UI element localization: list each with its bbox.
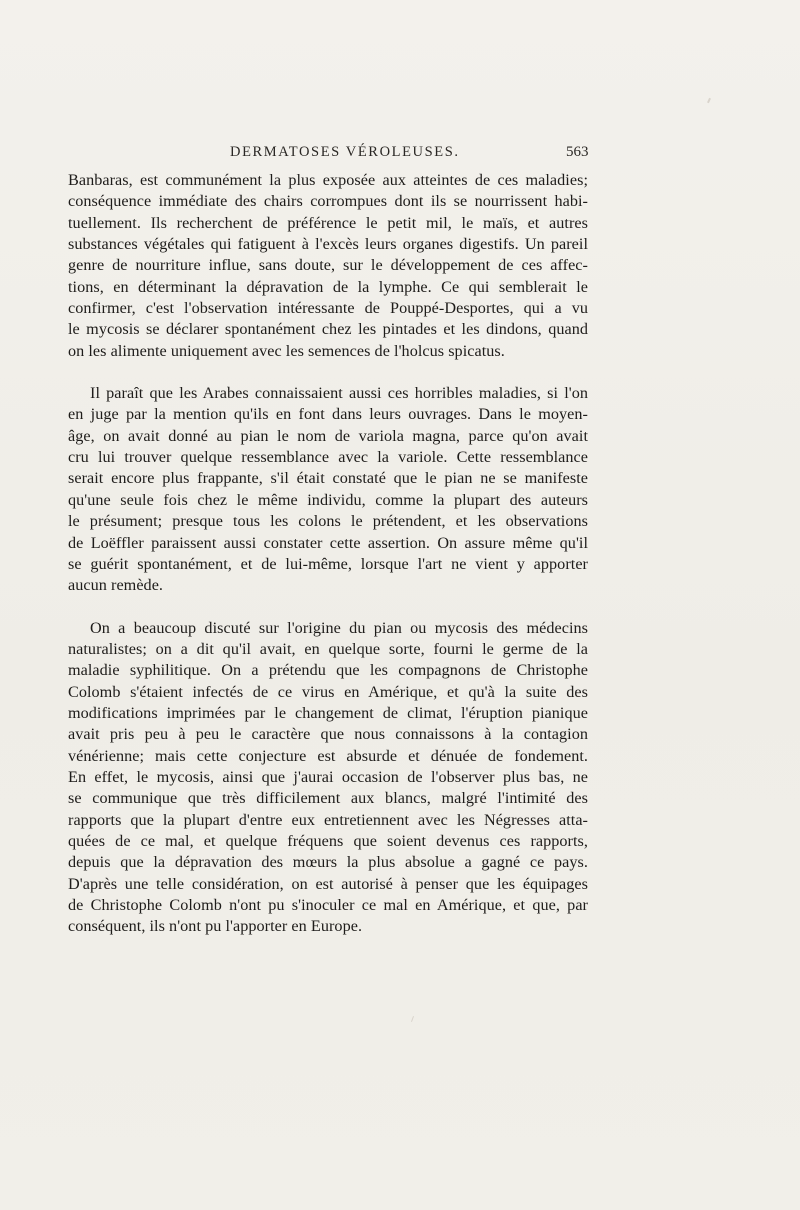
text-line: tuellement. Ils recherchent de préférence le petit mil, le maïs, et autres xyxy=(68,213,588,232)
text-line: en juge par la mention qu'ils en font dans leurs ouvrages. Dans le moyen- xyxy=(68,405,588,424)
text-line: En effet, le mycosis, ainsi que j'aurai occasion de l'observer plus bas, ne xyxy=(68,767,588,786)
text-line: maladie syphilitique. On a prétendu que les compagnons de Christophe xyxy=(68,661,588,680)
text-line: le présument; presque tous les colons le prétendent, et les observations xyxy=(68,512,588,531)
text-line: qu'une seule fois chez le même individu, comme la plupart des auteurs xyxy=(68,490,588,509)
text-line: rapports que la plupart d'entre eux entretiennent avec les Négresses atta- xyxy=(68,810,588,829)
text-line: serait encore plus frappante, s'il était constaté que le pian ne se manifeste xyxy=(68,469,588,488)
text-line: conséquent, ils n'ont pu l'apporter en Europe. xyxy=(68,917,363,936)
text-line: on les alimente uniquement avec les semences de l'holcus spicatus. xyxy=(68,341,505,360)
text-line: substances végétales qui fatiguent à l'excès leurs organes digestifs. Un pareil xyxy=(68,235,588,254)
text-line: se communique que très difficilement aux blancs, malgré l'intimité des xyxy=(68,789,588,808)
text-line: quées de ce mal, et quelque fréquens que soient devenus ces rapports, xyxy=(68,831,588,850)
text-line: confirmer, c'est l'observation intéressante de Pouppé-Desportes, qui a vu xyxy=(68,299,588,318)
text-line: vénérienne; mais cette conjecture est absurde et dénuée de fondement. xyxy=(68,746,588,765)
paragraph xyxy=(68,170,588,362)
text-line: modifications imprimées par le changement de climat, l'éruption pianique xyxy=(68,703,588,722)
text-line: avait pris peu à peu le caractère que nous connaissons à la contagion xyxy=(68,725,588,744)
text-line: âge, on avait donné au pian le nom de variola magna, parce qu'on avait xyxy=(68,426,588,445)
text-line: depuis que la dépravation des mœurs la plus absolue a gagné ce pays. xyxy=(68,853,588,872)
text-line: de Christophe Colomb n'ont pu s'inoculer ce mal en Amérique, et que, par xyxy=(68,896,588,914)
text-line: genre de nourriture influe, sans doute, sur le développement de ces affec- xyxy=(68,256,588,275)
page-number: 563 xyxy=(566,144,589,160)
paper-speck xyxy=(707,98,711,103)
text-line: Il paraît que les Arabes connaissaient aussi ces horribles maladies, si l'on xyxy=(90,384,588,403)
paragraph xyxy=(68,618,588,938)
text-line: conséquence immédiate des chairs corrompues dont ils se nourrissent habi- xyxy=(68,192,588,211)
text-line: D'après une telle considération, on est autorisé à penser que les équipages xyxy=(68,874,588,893)
page-header xyxy=(0,144,800,166)
text-line: tions, en déterminant la dépravation de la lymphe. Ce qui semblerait le xyxy=(68,277,588,296)
text-line: cru lui trouver quelque ressemblance avec la variole. Cette ressemblance xyxy=(68,448,588,467)
text-line: Colomb s'étaient infectés de ce virus en Amérique, et qu'à la suite des xyxy=(68,682,588,701)
text-line: On a beaucoup discuté sur l'origine du pian ou mycosis des médecins xyxy=(90,618,588,637)
body-text xyxy=(68,170,588,938)
text-line: aucun remède. xyxy=(68,576,164,595)
text-line: se guérit spontanément, et de lui-même, lorsque l'art ne vient y apporter xyxy=(68,554,588,573)
text-line: de Loëffler paraissent aussi constater cette assertion. On assure même qu'il xyxy=(68,533,588,552)
text-line: naturalistes; on a dit qu'il avait, en quelque sorte, fourni le germe de la xyxy=(68,639,588,658)
text-line: Banbaras, est communément la plus exposée aux atteintes de ces maladies; xyxy=(68,171,588,189)
text-line: le mycosis se déclarer spontanément chez les pintades et les dindons, quand xyxy=(68,320,588,339)
running-title: DERMATOSES VÉROLEUSES. xyxy=(230,144,460,160)
paper-speck xyxy=(411,1016,414,1022)
paragraph xyxy=(68,383,588,596)
